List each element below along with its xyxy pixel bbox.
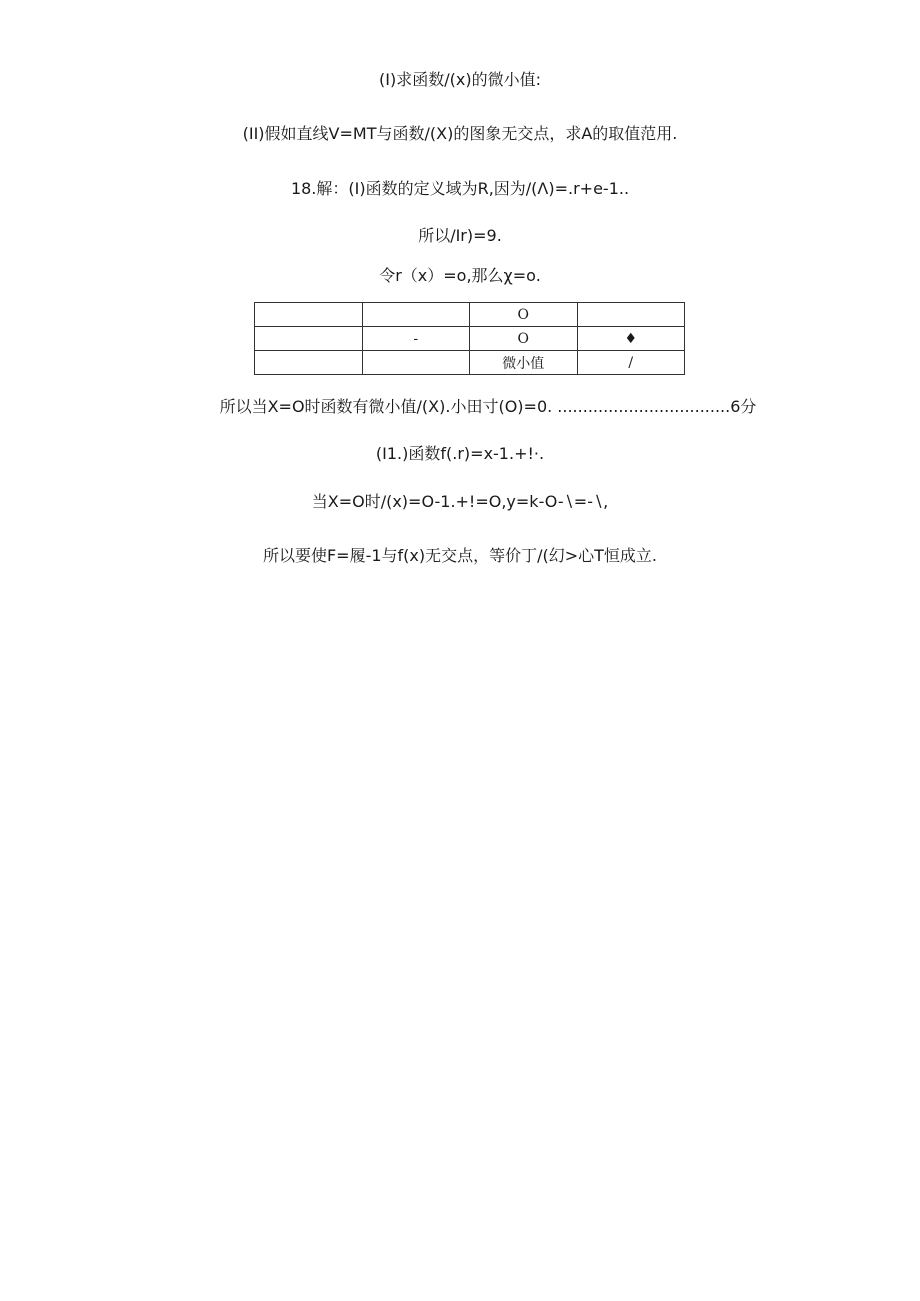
part2-question: (II)假如直线V=MT与函数/(X)的图象无交点，求A的取值范用. <box>242 124 678 143</box>
table-cell <box>255 351 363 375</box>
table-row <box>255 351 685 375</box>
zero-line: 令r（x）=o,那么χ=o. <box>379 266 541 285</box>
table-cell <box>362 351 470 375</box>
part2-intro: (I1.)函数f(.r)=x-1.+!·. <box>375 444 545 463</box>
part1-question: (I)求函数/(x)的微小值: <box>379 70 541 89</box>
part2-eval: 当X=O时/(x)=O-1.+!=O,y=k-O-∖=-∖, <box>311 492 609 511</box>
part2-final: 所以要使F=履-1与f(x)无交点，等价丁/(幻>心T恒成立. <box>262 546 658 565</box>
table-cell: 微小值 <box>470 351 578 375</box>
table-cell <box>255 327 363 351</box>
table-cell <box>577 303 685 327</box>
solution-intro: 18.解：(I)函数的定义域为R,因为/(Λ)=.r+e-1.. <box>290 179 630 198</box>
table-cell: O <box>470 327 578 351</box>
table-cell: - <box>362 327 470 351</box>
table-cell <box>362 303 470 327</box>
table-cell: / <box>577 351 685 375</box>
conclusion-line: 所以当X=O时函数有微小值/(X).小田寸(O)=0. ..................................6分 <box>219 397 757 416</box>
table-cell: ♦ <box>577 327 685 351</box>
derivative-line: 所以/Ir)=9. <box>418 226 502 245</box>
table-row <box>255 327 685 351</box>
sign-table <box>254 302 685 375</box>
table-cell <box>255 303 363 327</box>
table-row <box>255 303 685 327</box>
table-cell: O <box>470 303 578 327</box>
